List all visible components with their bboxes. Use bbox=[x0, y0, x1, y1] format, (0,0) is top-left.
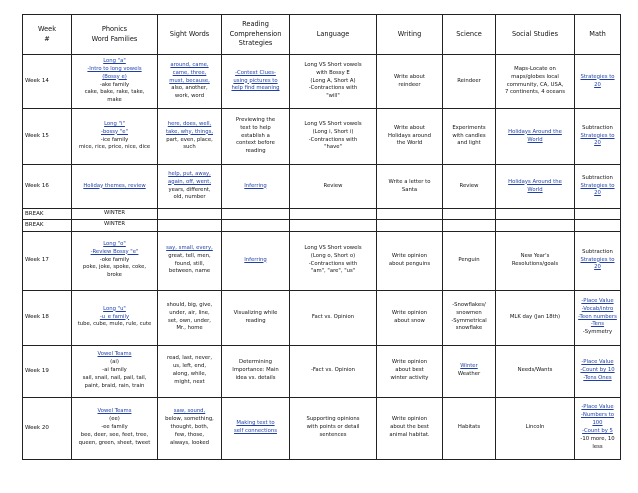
cell-language bbox=[290, 345, 377, 397]
cell-writing bbox=[377, 345, 443, 397]
cell-line: should, big, give, bbox=[166, 301, 213, 308]
cell-line: -Review Bossy "e" bbox=[90, 248, 139, 255]
cell-line: work, word bbox=[174, 93, 205, 100]
cell-science bbox=[443, 290, 496, 345]
cell-writing bbox=[377, 290, 443, 345]
cell-line: snowmen bbox=[456, 309, 482, 316]
cell-line: Winter bbox=[460, 363, 478, 370]
week-cell: Week 16 bbox=[23, 165, 72, 209]
table-row bbox=[23, 209, 621, 220]
empty-cell bbox=[158, 209, 222, 220]
cell-social bbox=[496, 231, 575, 290]
week-cell: BREAK bbox=[23, 220, 72, 231]
cell-language bbox=[290, 55, 377, 109]
cell-reading bbox=[222, 109, 290, 165]
cell-line: Importance: Main bbox=[232, 367, 279, 374]
table-row bbox=[23, 55, 621, 109]
cell-line: reading bbox=[245, 148, 266, 155]
cell-writing bbox=[377, 165, 443, 209]
cell-line: might, next bbox=[174, 378, 205, 385]
header-line: Strategies bbox=[238, 39, 273, 48]
cell-line: Strategies to bbox=[580, 182, 615, 189]
cell-math bbox=[575, 231, 621, 290]
empty-cell bbox=[158, 220, 222, 231]
cell-line: Inferring bbox=[244, 256, 267, 263]
cell-line: community, CA, USA, bbox=[506, 81, 564, 88]
cell-line: (Bossy e) bbox=[102, 73, 127, 80]
cell-line: Supporting opinions bbox=[306, 416, 360, 423]
cell-line: -Fact vs. Opinion bbox=[310, 367, 356, 374]
cell-line: Write opinion bbox=[391, 416, 428, 423]
cell-line: 20 bbox=[594, 190, 601, 197]
cell-social bbox=[496, 165, 575, 209]
cell-line: Write opinion bbox=[391, 359, 428, 366]
cell-line: -Contractions with bbox=[308, 136, 358, 143]
cell-line: -Place Value bbox=[581, 297, 614, 304]
cell-line: (ee) bbox=[109, 416, 120, 423]
cell-line: -oke family bbox=[99, 256, 130, 263]
cell-phonics bbox=[72, 397, 158, 459]
cell-math bbox=[575, 55, 621, 109]
cell-science bbox=[443, 109, 496, 165]
cell-line: -Vocab/intro bbox=[581, 305, 614, 312]
cell-line: Review bbox=[459, 182, 479, 189]
cell-line: -Tens bbox=[590, 321, 605, 328]
cell-line: again, off, went, bbox=[167, 178, 212, 185]
cell-line: Habitats bbox=[457, 424, 481, 431]
header-line: # bbox=[44, 34, 50, 43]
cell-line: MLK day (Jan 18th) bbox=[509, 313, 561, 320]
empty-cell bbox=[290, 209, 377, 220]
header-reading bbox=[222, 15, 290, 55]
week-cell: Week 15 bbox=[23, 109, 72, 165]
cell-line: read, last, never, bbox=[166, 355, 213, 362]
cell-line: self connections bbox=[234, 428, 277, 434]
cell-line: sentences bbox=[319, 431, 347, 438]
header-language bbox=[290, 15, 377, 55]
empty-cell bbox=[496, 209, 575, 220]
cell-line: great, tell, men, bbox=[168, 252, 211, 259]
cell-line: Reindeer bbox=[457, 77, 481, 84]
week-cell: Week 19 bbox=[23, 345, 72, 397]
cell-line: (ai) bbox=[110, 359, 119, 366]
table-row bbox=[23, 165, 621, 209]
cell-line: Subtraction bbox=[582, 124, 613, 131]
cell-line: about snow bbox=[394, 317, 425, 324]
empty-cell bbox=[443, 209, 496, 220]
empty-cell bbox=[222, 209, 290, 220]
cell-phonics bbox=[72, 165, 158, 209]
cell-line: -10 more, 10 bbox=[580, 435, 615, 442]
cell-line: Strategies to bbox=[580, 73, 615, 80]
cell-line: (Long i, Short i) bbox=[312, 128, 354, 135]
cell-line: tube, cube, mule, rule, cute bbox=[77, 321, 152, 328]
cell-line: snowflake bbox=[455, 325, 483, 332]
cell-line: Fact vs. Opinion bbox=[311, 313, 355, 320]
cell-line: Write about bbox=[394, 124, 425, 131]
cell-line: New Year's bbox=[520, 252, 550, 259]
cell-line: help find meaning bbox=[231, 85, 280, 92]
week-cell: Week 18 bbox=[23, 290, 72, 345]
cell-line: maps/globes local bbox=[511, 73, 559, 80]
cell-sight bbox=[158, 397, 222, 459]
cell-line: -ice family bbox=[100, 136, 129, 143]
cell-line: came, three, bbox=[172, 69, 207, 76]
cell-line: 20 bbox=[594, 81, 601, 88]
cell-line: establish a bbox=[241, 132, 270, 139]
cell-language bbox=[290, 397, 377, 459]
cell-language bbox=[290, 165, 377, 209]
cell-science bbox=[443, 397, 496, 459]
table-row bbox=[23, 290, 621, 345]
cell-line: around, came, bbox=[170, 61, 209, 68]
cell-writing bbox=[377, 231, 443, 290]
cell-line: reindeer bbox=[398, 81, 421, 88]
cell-line: help, put, away, bbox=[168, 170, 211, 177]
cell-line: Holidays Around the bbox=[508, 178, 562, 185]
cell-line: World bbox=[527, 186, 543, 193]
cell-line: 20 bbox=[594, 140, 601, 147]
cell-line: the World bbox=[396, 140, 423, 147]
cell-line: about penguins bbox=[388, 260, 431, 267]
header-line: Word Families bbox=[91, 34, 138, 43]
cell-line: Holidays Around the bbox=[508, 128, 562, 135]
table-row bbox=[23, 231, 621, 290]
cell-line: sail, snail, nail, pail, tail, bbox=[82, 374, 147, 381]
empty-cell bbox=[290, 220, 377, 231]
cell-line: -Numbers to bbox=[581, 412, 614, 419]
cell-line: Write opinion bbox=[391, 252, 428, 259]
cell-line: Lincoln bbox=[525, 424, 545, 431]
header-social-studies bbox=[496, 15, 575, 55]
cell-line: Long VS Short vowels bbox=[304, 120, 362, 127]
header-writing bbox=[377, 15, 443, 55]
cell-reading bbox=[222, 290, 290, 345]
header-phonics bbox=[72, 15, 158, 55]
cell-line: -Intro to long vowels bbox=[87, 65, 142, 72]
cell-line: -Teen numbers bbox=[578, 313, 617, 320]
header-sight-words bbox=[158, 15, 222, 55]
cell-line: -ai family bbox=[102, 367, 127, 374]
cell-line: text to help bbox=[240, 124, 271, 131]
header-line: Phonics bbox=[101, 24, 128, 33]
cell-line: Making text to bbox=[236, 420, 275, 427]
cell-line: set, own, under, bbox=[168, 317, 211, 324]
header-line: Math bbox=[589, 29, 606, 38]
cell-line: idea vs. details bbox=[235, 374, 276, 381]
cell-line: between, name bbox=[168, 268, 211, 275]
cell-line: (Long A, Short A) bbox=[310, 77, 356, 84]
cell-line: queen, green, sheet, tweet bbox=[78, 439, 151, 446]
cell-line: broke bbox=[107, 272, 122, 279]
empty-cell bbox=[496, 220, 575, 231]
cell-line: -Tens Ones bbox=[583, 374, 612, 381]
cell-line: years, different, bbox=[168, 186, 211, 193]
break-label: WINTER bbox=[72, 220, 158, 231]
header-line: Reading bbox=[242, 20, 269, 29]
cell-line: with Bossy E bbox=[316, 69, 350, 76]
cell-sight bbox=[158, 55, 222, 109]
cell-line: saw, sound, bbox=[173, 408, 206, 415]
cell-line: "am", "are", "us" bbox=[310, 268, 356, 275]
cell-line: bee, deer, see, feet, tree, bbox=[80, 431, 149, 438]
table-row bbox=[23, 397, 621, 459]
cell-line: here, does, well, bbox=[167, 120, 212, 127]
cell-social bbox=[496, 290, 575, 345]
header-week bbox=[23, 15, 72, 55]
cell-line: Subtraction bbox=[582, 174, 613, 181]
header-row bbox=[23, 15, 621, 55]
cell-line: World bbox=[527, 136, 543, 143]
cell-line: such bbox=[183, 144, 196, 151]
cell-line: few, those, bbox=[174, 431, 205, 438]
cell-sight bbox=[158, 290, 222, 345]
cell-line: Strategies to bbox=[580, 132, 615, 139]
cell-line: with points or detail bbox=[306, 424, 360, 431]
cell-line: -Count by 10 bbox=[580, 367, 615, 374]
cell-line: Inferring bbox=[244, 182, 267, 189]
cell-line: old, number bbox=[173, 194, 206, 201]
cell-line: Review bbox=[323, 182, 343, 189]
table-row bbox=[23, 345, 621, 397]
cell-line: found, still, bbox=[174, 260, 205, 267]
week-cell: Week 20 bbox=[23, 397, 72, 459]
cell-line: -Count by 5 bbox=[582, 428, 613, 434]
cell-line: Strategies to bbox=[580, 256, 615, 263]
cell-line: -Place Value bbox=[581, 359, 614, 366]
cell-line: Write opinion bbox=[391, 309, 428, 316]
cell-line: "will" bbox=[326, 93, 340, 100]
cell-science bbox=[443, 55, 496, 109]
cell-line: also, another, bbox=[171, 85, 208, 92]
empty-cell bbox=[575, 220, 621, 231]
cell-line: with candles bbox=[452, 132, 486, 139]
header-line: Comprehension bbox=[229, 29, 282, 38]
cell-line: -ake family bbox=[99, 81, 130, 88]
cell-line: Holiday themes, review bbox=[83, 182, 146, 189]
cell-line: Previewing the bbox=[235, 116, 276, 123]
week-cell: Week 14 bbox=[23, 55, 72, 109]
cell-line: Visualizing while bbox=[233, 309, 278, 316]
cell-line: under, air, line, bbox=[169, 309, 210, 316]
empty-cell bbox=[575, 209, 621, 220]
cell-writing bbox=[377, 55, 443, 109]
cell-line: about the best bbox=[390, 424, 429, 431]
cell-line: -u_e family bbox=[99, 313, 130, 320]
cell-line: -Snowflakes/ bbox=[452, 301, 486, 308]
cell-science bbox=[443, 345, 496, 397]
header-line: Science bbox=[456, 29, 482, 38]
empty-cell bbox=[377, 209, 443, 220]
table-body bbox=[23, 55, 621, 460]
cell-line: Write about bbox=[394, 73, 425, 80]
cell-social bbox=[496, 345, 575, 397]
cell-line: 7 continents, 4 oceans bbox=[504, 89, 566, 96]
header-line: Writing bbox=[397, 29, 422, 38]
cell-line: -Contractions with bbox=[308, 260, 358, 267]
cell-line: below, something, bbox=[165, 416, 214, 423]
cell-math bbox=[575, 345, 621, 397]
cell-reading bbox=[222, 55, 290, 109]
cell-reading bbox=[222, 165, 290, 209]
cell-line: us, left, end, bbox=[172, 363, 207, 370]
cell-writing bbox=[377, 397, 443, 459]
empty-cell bbox=[377, 220, 443, 231]
cell-line: part, even, place, bbox=[166, 136, 213, 143]
cell-phonics bbox=[72, 231, 158, 290]
cell-sight bbox=[158, 109, 222, 165]
cell-line: Vowel Teams bbox=[97, 408, 132, 415]
cell-line: cake, bake, rake, take, bbox=[84, 89, 145, 96]
cell-sight bbox=[158, 165, 222, 209]
cell-math bbox=[575, 290, 621, 345]
cell-line: winter activity bbox=[390, 374, 429, 381]
empty-cell bbox=[443, 220, 496, 231]
cell-line: Weather bbox=[457, 371, 481, 377]
cell-phonics bbox=[72, 55, 158, 109]
cell-line: Penguin bbox=[458, 256, 480, 263]
cell-line: Long "a" bbox=[103, 57, 126, 64]
cell-reading bbox=[222, 231, 290, 290]
cell-line: less bbox=[592, 443, 603, 450]
cell-line: context before bbox=[236, 140, 275, 147]
cell-reading bbox=[222, 397, 290, 459]
cell-line: and light bbox=[457, 140, 481, 147]
cell-sight bbox=[158, 231, 222, 290]
cell-line: Vowel Teams bbox=[97, 351, 132, 358]
cell-line: Determining bbox=[239, 359, 272, 366]
cell-line: along, while, bbox=[172, 371, 207, 377]
cell-line: say, small, every, bbox=[166, 244, 213, 251]
cell-line: -Contractions with bbox=[308, 85, 358, 92]
cell-language bbox=[290, 231, 377, 290]
cell-line: thought, both, bbox=[170, 424, 209, 431]
cell-line: (Long o, Short o) bbox=[310, 252, 356, 259]
empty-cell bbox=[222, 220, 290, 231]
cell-line: 100 bbox=[592, 420, 603, 427]
cell-social bbox=[496, 109, 575, 165]
cell-line: Resolutions/goals bbox=[511, 260, 559, 267]
cell-line: "have" bbox=[324, 144, 342, 151]
cell-sight bbox=[158, 345, 222, 397]
cell-reading bbox=[222, 345, 290, 397]
cell-phonics bbox=[72, 109, 158, 165]
cell-social bbox=[496, 55, 575, 109]
table-row bbox=[23, 220, 621, 231]
cell-line: mice, rice, price, nice, dice bbox=[78, 144, 151, 151]
header-line: Week bbox=[37, 24, 57, 33]
cell-line: Experiments bbox=[452, 124, 486, 131]
cell-line: -Place Value bbox=[581, 404, 614, 411]
table-row bbox=[23, 109, 621, 165]
cell-line: animal habitat. bbox=[389, 431, 430, 438]
cell-line: 20 bbox=[594, 264, 601, 271]
cell-line: Long "u" bbox=[103, 305, 126, 312]
cell-math bbox=[575, 165, 621, 209]
cell-math bbox=[575, 109, 621, 165]
cell-line: Mr., home bbox=[176, 325, 203, 332]
curriculum-map bbox=[22, 14, 620, 460]
cell-line: take, why, things, bbox=[165, 128, 214, 135]
cell-line: -Symmetry bbox=[582, 329, 613, 336]
header-science bbox=[443, 15, 496, 55]
break-label: WINTER bbox=[72, 209, 158, 220]
cell-line: Long VS Short vowels bbox=[304, 244, 362, 251]
cell-language bbox=[290, 290, 377, 345]
cell-language bbox=[290, 109, 377, 165]
header-line: Language bbox=[316, 29, 350, 38]
cell-line: poke, joke, spoke, coke, bbox=[82, 264, 147, 271]
week-cell: BREAK bbox=[23, 209, 72, 220]
header-line: Social Studies bbox=[511, 29, 559, 38]
cell-line: Subtraction bbox=[582, 248, 613, 255]
cell-line: -Context Clues- bbox=[235, 69, 276, 76]
week-cell: Week 17 bbox=[23, 231, 72, 290]
cell-line: make bbox=[107, 97, 122, 104]
cell-line: -bossy "e" bbox=[101, 128, 128, 135]
cell-line: must, because, bbox=[169, 77, 210, 84]
cell-line: Maps-Locate on bbox=[514, 65, 556, 72]
cell-line: Long "i" bbox=[104, 120, 125, 127]
cell-line: reading bbox=[245, 317, 266, 324]
header-line: Sight Words bbox=[169, 29, 210, 38]
cell-phonics bbox=[72, 345, 158, 397]
cell-line: Long "o" bbox=[103, 240, 126, 247]
cell-line: Holidays around bbox=[388, 132, 431, 139]
cell-line: Santa bbox=[401, 186, 418, 193]
header-math bbox=[575, 15, 621, 55]
cell-line: -ee family bbox=[101, 424, 128, 431]
cell-line: always, looked bbox=[169, 439, 209, 446]
cell-phonics bbox=[72, 290, 158, 345]
cell-line: Needs/Wants bbox=[517, 367, 553, 374]
cell-line: Write a letter to bbox=[388, 178, 431, 185]
curriculum-table bbox=[22, 14, 621, 460]
cell-science bbox=[443, 165, 496, 209]
cell-line: paint, braid, rain, train bbox=[84, 382, 145, 389]
cell-line: -Symmetrical bbox=[451, 317, 487, 324]
cell-line: using pictures to bbox=[233, 77, 278, 84]
cell-line: Long VS Short vowels bbox=[304, 61, 362, 68]
cell-writing bbox=[377, 109, 443, 165]
cell-social bbox=[496, 397, 575, 459]
cell-math bbox=[575, 397, 621, 459]
cell-science bbox=[443, 231, 496, 290]
cell-line: about best bbox=[395, 367, 424, 374]
